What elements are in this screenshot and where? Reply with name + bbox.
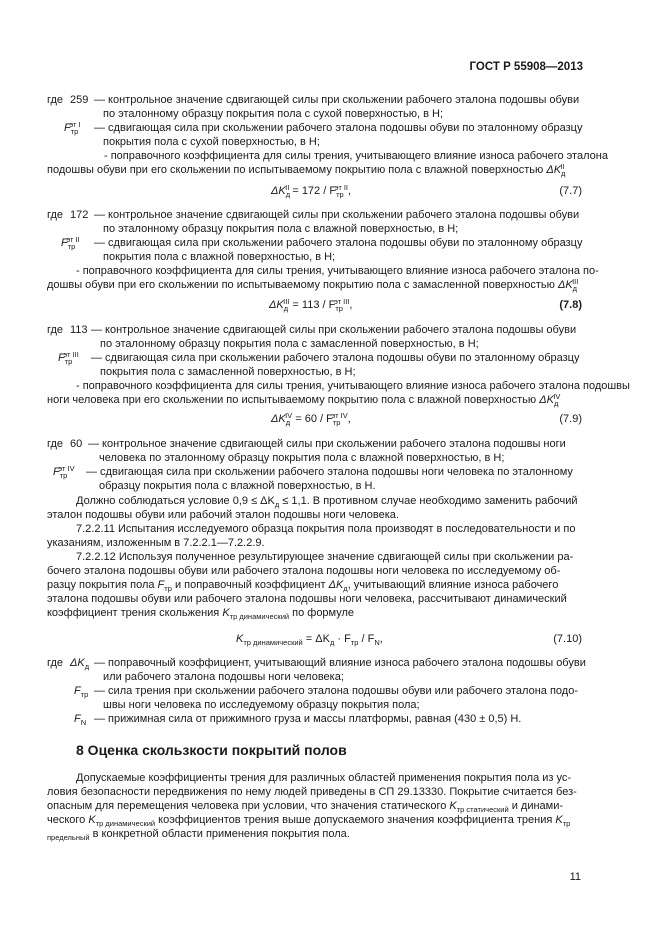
symbol-f-et-1: $F_{тр}^{эт I}$ [64,120,81,136]
value-113: 113 [70,324,88,336]
equation-7-9-number: (7.9) [559,413,582,425]
value-172: 172 [70,209,89,221]
condition-line2: эталон подошвы обуви или рабочий эталон подошвы ноги человека. [47,509,399,521]
equation-7-9: $\Delta K_д^{IV} = 60 / F_{тр}^{эт IV}$, [271,411,351,427]
section-8-line3: опасным для перемещения человека при условии, что значения статического $K_{тр статический}$ и динами- [47,800,564,814]
def-60-line1: — контрольное значение сдвигающей силы при скольжении рабочего эталона подошвы ноги [88,438,566,450]
clause-72212-line3: разцу покрытия пола $F_{тр}$ и поправочный коэффициент $\Delta K_д$, учитывающий влияние износа рабочего [47,579,559,593]
clause-72211-line2: указаниям, изложенным в 7.2.2.1—7.2.2.9. [47,537,265,549]
para-correction-1-line1: - поправочного коэффициента для силы трения, учитывающего влияние износа рабочего эталона [104,150,608,162]
where-label: где [47,438,64,450]
equation-7-10-number: (7.10) [553,633,582,645]
value-259: 259 [70,94,89,106]
section-8-line2: ловия безопасности передвижения по нему людей приведены в СП 29.13330. Покрытие считается без- [47,786,577,798]
where-label: где [47,209,64,221]
def-f-et-3-line2: покрытия пола с замасленной поверхностью, в Н; [100,366,356,378]
def-delta-k-line1: — поправочный коэффициент, учитывающий влияние износа рабочего эталона подошвы обуви [94,657,586,669]
equation-7-8-number: (7.8) [559,299,582,311]
def-f-et-1-line1: — сдвигающая сила при скольжении рабочего эталона подошвы обуви по эталонному образцу [94,122,583,134]
condition-line1: Должно соблюдаться условие $0,9 \le \Delta K_д \le 1,1$. В противном случае необходимо заменить рабочий [76,495,578,509]
def-f-et-2-line1: — сдвигающая сила при скольжении рабочего эталона подошвы обуви по эталонному образцу [94,237,583,249]
def-172-line1: — контрольное значение сдвигающей силы при скольжении рабочего эталона подошвы обуви [94,209,580,221]
clause-72212-line2: бочего эталона подошвы обуви или рабочего эталона подошвы ноги человека по исследуемому об- [47,565,561,577]
clause-72211-line1: 7.2.2.11 Испытания исследуемого образца покрытия пола производят в последовательности и по [76,523,576,535]
symbol-f-n: $F_N$ [74,713,87,727]
section-8-title: 8 Оценка скользкости покрытий полов [76,742,347,758]
def-259-line2: по эталонному образцу покрытия пола с сухой поверхностью, в Н; [103,108,444,120]
def-259-line1: — контрольное значение сдвигающей силы при скольжении рабочего эталона подошвы обуви [94,94,580,106]
symbol-delta-k: $\Delta K_д$ [70,657,90,671]
standard-header: ГОСТ Р 55908—2013 [469,61,583,73]
symbol-f-et-2: $F_{тр}^{эт II}$ [61,235,80,251]
def-f-et-4-line2: образцу покрытия пола с влажной поверхностью, в Н. [99,480,376,492]
def-f-et-1-line2: покрытия пола с сухой поверхностью, в Н; [103,136,320,148]
equation-7-7-number: (7.7) [559,185,582,197]
def-f-et-3-line1: — сдвигающая сила при скольжении рабочего эталона подошвы обуви по эталонному образцу [91,352,580,364]
symbol-f-et-3: $F_{тр}^{эт III}$ [58,350,79,366]
def-60-line2: человека по эталонному образцу покрытия пола с влажной поверхностью, в Н; [99,452,505,464]
def-172-line2: по эталонному образцу покрытия пола с влажной поверхностью, в Н; [103,223,459,235]
def-113-line2: по эталонному образцу покрытия пола с замасленной поверхностью, в Н; [100,338,479,350]
where-label: где [47,657,64,669]
def-f-n: — прижимная сила от прижимного груза и массы платформы, равная (430 ± 0,5) Н. [94,713,522,725]
def-113-line1: — контрольное значение сдвигающей силы при скольжении рабочего эталона подошвы обуви [91,324,577,336]
para-correction-1-line2: подошвы обуви при его скольжении по испытываемому покрытию пола с влажной поверхностью $\Delta K_д^{II}$ [47,162,566,178]
equation-7-10: $K_{тр динамический} = \Delta K_д \cdot F_{тр} / F_N$, [236,633,383,647]
equation-7-8: $\Delta K_д^{III} = 113 / F_{тр}^{эт III}$, [269,297,353,313]
section-8-line4: ческого $K_{тр динамический}$ коэффициентов трения выше допускаемого значения коэффициента трения $K_{тр}$ [47,814,571,828]
para-correction-3-line2: ноги человека при его скольжении по испытываемому покрытию пола с влажной поверхностью $\Delta K_д^{IV}$ [47,392,561,408]
section-8-line5: $_{предельный}$ в конкретной области применения покрытия пола. [47,828,350,842]
clause-72212-line1: 7.2.2.12 Используя полученное результирующее значение сдвигающей силы при скольжении ра- [76,551,574,563]
def-f-et-4-line1: — сдвигающая сила при скольжении рабочего эталона подошвы ноги человека по эталонному [86,466,573,478]
def-f-tr-line2: швы ноги человека по исследуемому образцу покрытия пола; [103,699,420,711]
para-correction-2-line1: - поправочного коэффициента для силы трения, учитывающего влияние износа рабочего эталона по- [76,265,599,277]
page-number: 11 [569,871,581,883]
def-f-et-2-line2: покрытия пола с влажной поверхностью, в Н; [103,251,336,263]
clause-72212-line5: коэффициент трения скольжения $K_{тр динамический}$ по формуле [47,607,355,621]
para-correction-3-line1: - поправочного коэффициента для силы трения, учитывающего влияние износа рабочего эталона подошвы [76,380,630,392]
section-8-line1: Допускаемые коэффициенты трения для различных областей применения покрытия пола из ус- [76,772,572,784]
value-60: 60 [70,438,83,450]
symbol-f-tr: $F_{тр}$ [74,685,89,699]
equation-7-7: $\Delta K_д^{II} = 172 / F_{тр}^{эт II}$, [271,183,352,199]
clause-72212-line4: эталона подошвы обуви или рабочего эталона подошвы ноги человека, рассчитывают динамический [47,593,567,605]
para-correction-2-line2: дошвы обуви при его скольжении по испытываемому покрытию пола с замасленной поверхностью $\Delta K_д^{III}$ [47,277,579,293]
def-delta-k-line2: или рабочего эталона подошвы ноги человека; [103,671,344,683]
where-label: где [47,324,64,336]
symbol-f-et-4: $F_{тр}^{эт IV}$ [53,464,75,480]
def-f-tr-line1: — сила трения при скольжении рабочего эталона подошвы обуви или рабочего эталона подо- [94,685,578,697]
where-label: где [47,94,64,106]
